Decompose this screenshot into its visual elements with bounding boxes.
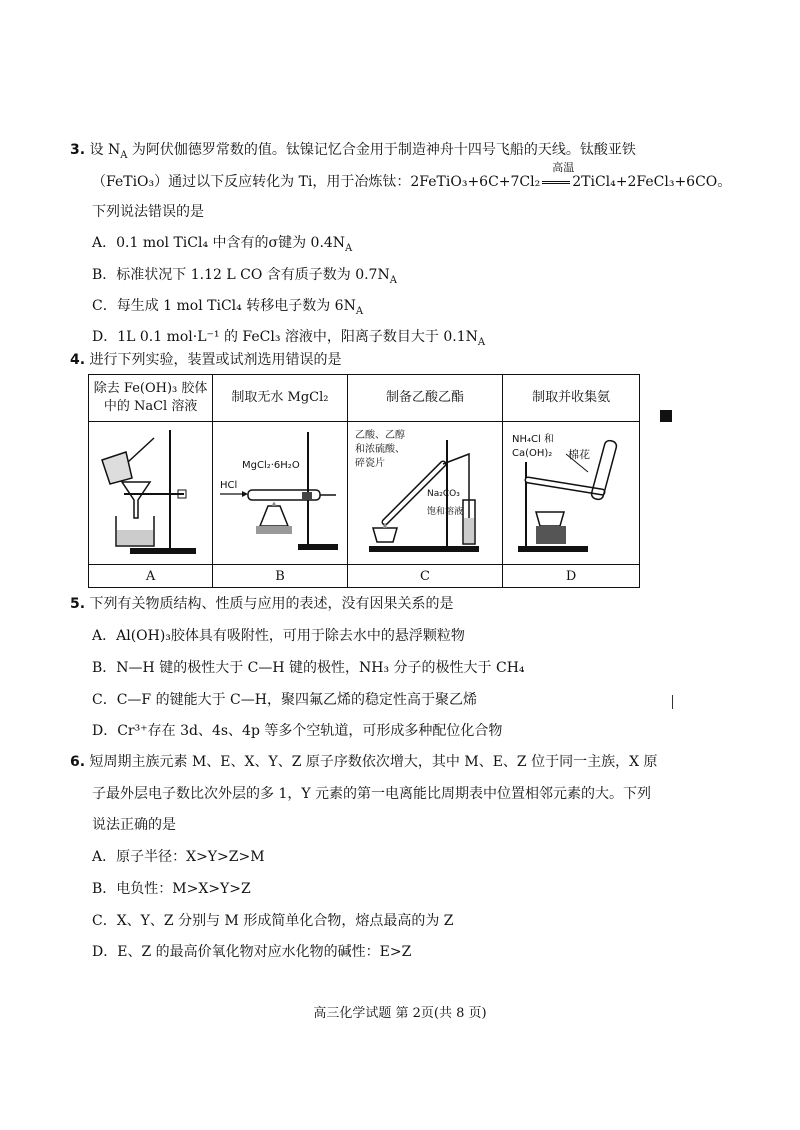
apparatus-table: [88, 374, 640, 588]
label-a: A: [89, 565, 213, 588]
svg-text:和浓硫酸、: 和浓硫酸、: [355, 444, 406, 455]
q5-option-a: A．Al(OH)₃胶体具有吸附性，可用于除去水中的悬浮颗粒物: [92, 628, 465, 644]
q3-option-c: C．每生成 1 mol TiCl₄ 转移电子数为 $6N_A$: [92, 298, 364, 317]
figure-a-filtration: [89, 422, 213, 565]
q6-option-b: B．电负性：M>X>Y>Z: [92, 881, 251, 897]
q6-option-a: A．原子半径：X>Y>Z>M: [92, 849, 265, 865]
svg-text:Na₂CO₃: Na₂CO₃: [427, 489, 460, 499]
q3-option-b: B．标准状况下 1.12 L CO 含有质子数为 $0.7N_A$: [92, 267, 397, 286]
svg-text:棉花: 棉花: [568, 448, 591, 461]
q4-stem: 4. 进行下列实验，装置或试剂选用错误的是: [70, 352, 342, 368]
q5-option-c: C．C—F 的键能大于 C—H，聚四氟乙烯的稳定性高于聚乙烯: [92, 692, 477, 708]
svg-text:Ca(OH)₂: Ca(OH)₂: [512, 448, 553, 459]
label-d: D: [503, 565, 640, 588]
dehydration-apparatus-figure: [216, 422, 344, 560]
label-b: B: [213, 565, 348, 588]
q5-stem: 5. 下列有关物质结构、性质与应用的表述，没有因果关系的是: [70, 596, 454, 612]
label-mgcl2: MgCl₂·6H₂O: [241, 460, 300, 471]
svg-text:NH₄Cl 和: NH₄Cl 和: [512, 434, 555, 445]
q6-line3: 说法正确的是: [92, 817, 176, 833]
header-a: 除去 Fe(OH)₃ 胶体 中的 NaCl 溶液: [89, 375, 213, 422]
svg-text:乙酸、乙醇: 乙酸、乙醇: [355, 430, 406, 441]
figure-b-dehydration: [213, 422, 348, 565]
svg-text:碎瓷片: 碎瓷片: [355, 458, 386, 469]
q3-option-a: A．0.1 mol TiCl₄ 中含有的σ键为 $0.4N_A$: [92, 235, 353, 254]
q3-stem-end: 下列说法错误的是: [92, 204, 204, 220]
q3-line2: （FeTiO₃）通过以下反应转化为 Ti，用于冶炼钛：2FeTiO₃+6C+7Cl₂ 高温 2TiCl₄+2FeCl₃+6CO。: [92, 161, 732, 190]
page-footer: 高三化学试题 第 2页(共 8 页): [313, 1006, 487, 1021]
scan-tick: [672, 695, 673, 709]
ammonia-apparatus-figure: [506, 422, 636, 560]
figure-c-esterification: [347, 422, 502, 565]
q6-line2: 子最外层电子数比次外层的多 1，Y 元素的第一电离能比周期表中位置相邻元素的大。下列: [92, 786, 652, 802]
esterification-apparatus-figure: [351, 422, 499, 560]
q6-option-d: D．E、Z 的最高价氧化物对应水化物的碱性：E>Z: [92, 944, 412, 960]
reaction-condition: 高温: [540, 172, 572, 192]
header-b: 制取无水 MgCl₂: [213, 375, 348, 422]
label-c: C: [347, 565, 502, 588]
svg-text:饱和溶液: 饱和溶液: [427, 507, 464, 517]
scan-mark: [660, 410, 672, 422]
q6-line1: 6. 短周期主族元素 M、E、X、Y、Z 原子序数依次增大，其中 M、E、Z 位于同一主族，X 原: [70, 754, 658, 770]
q3-line1: 3. 设 $N_A$ 为阿伏伽德罗常数的值。钛镍记忆合金用于制造神舟十四号飞船的天线。钛酸亚铁: [70, 142, 636, 161]
q3-option-d: D．1L 0.1 mol·L⁻¹ 的 FeCl₃ 溶液中，阳离子数目大于 $0.1N_A$: [92, 329, 486, 348]
q5-option-b: B．N—H 键的极性大于 C—H 键的极性，NH₃ 分子的极性大于 CH₄: [92, 660, 525, 676]
q6-option-c: C．X、Y、Z 分别与 M 形成简单化合物，熔点最高的为 Z: [92, 913, 454, 929]
equals-sign: [542, 181, 570, 184]
q5-option-d: D．Cr³⁺存在 3d、4s、4p 等多个空轨道，可形成多种配位化合物: [92, 723, 503, 739]
header-d: 制取并收集氨: [503, 375, 640, 422]
filtration-apparatus-figure: [92, 422, 210, 560]
label-hcl: HCl: [219, 480, 238, 491]
figure-d-ammonia: [503, 422, 640, 565]
header-c: 制备乙酸乙酯: [347, 375, 502, 422]
